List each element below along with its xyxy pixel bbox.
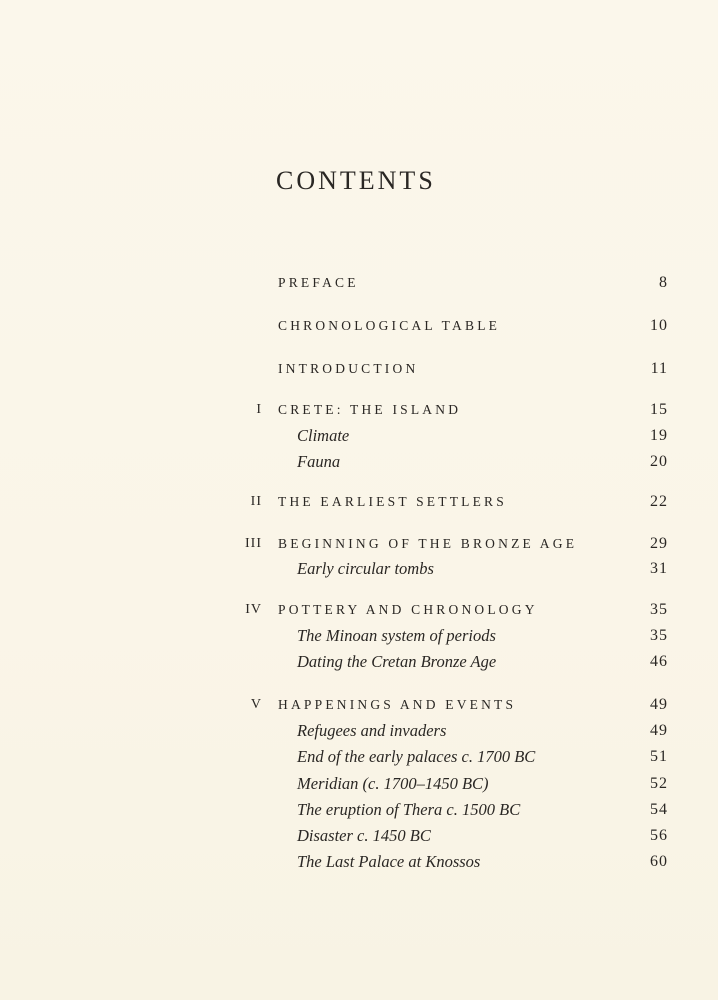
toc-subheading: Disaster c. 1450 BC xyxy=(297,826,431,845)
toc-subentry xyxy=(0,557,718,581)
toc-entry-chapter-4 xyxy=(0,598,718,622)
toc-subentry xyxy=(0,450,718,474)
toc-entry-chapter-5 xyxy=(0,693,718,717)
page-number: 52 xyxy=(650,775,668,792)
toc-subheading: End of the early palaces c. 1700 BC xyxy=(297,747,536,766)
page-number: 60 xyxy=(650,853,668,870)
page-number: 46 xyxy=(650,653,668,670)
toc-subheading: Meridian (c. 1700–1450 BC) xyxy=(297,774,489,793)
page-number: 20 xyxy=(650,453,668,470)
chapter-numeral: IV xyxy=(245,602,262,617)
toc-subheading: Refugees and invaders xyxy=(297,721,447,740)
page-number: 8 xyxy=(659,274,668,291)
toc-subentry xyxy=(0,772,718,796)
chapter-numeral: V xyxy=(250,697,262,712)
toc-entry-introduction xyxy=(0,357,718,381)
page-number: 35 xyxy=(650,627,668,644)
page-number: 35 xyxy=(650,601,668,618)
toc-entry-chapter-3 xyxy=(0,532,718,556)
toc-subentry xyxy=(0,824,718,848)
toc-subentry xyxy=(0,624,718,648)
page-number: 56 xyxy=(650,827,668,844)
page-number: 19 xyxy=(650,427,668,444)
chapter-numeral: II xyxy=(250,494,262,509)
toc-subentry xyxy=(0,745,718,769)
toc-subheading: Fauna xyxy=(297,452,341,471)
page-number: 11 xyxy=(650,360,668,377)
toc-heading: CHRONOLOGICAL TABLE xyxy=(278,318,501,333)
toc-heading: HAPPENINGS AND EVENTS xyxy=(278,697,517,712)
page-number: 29 xyxy=(650,535,668,552)
toc-heading: BEGINNING OF THE BRONZE AGE xyxy=(278,536,578,551)
toc-subheading: The eruption of Thera c. 1500 BC xyxy=(297,800,521,819)
toc-subheading: Climate xyxy=(297,426,350,445)
page-number: 54 xyxy=(650,801,668,818)
toc-heading: CRETE: THE ISLAND xyxy=(278,402,462,417)
toc-subheading: The Last Palace at Knossos xyxy=(297,852,481,871)
toc-entry-chronological-table xyxy=(0,314,718,338)
toc-entry-chapter-1 xyxy=(0,398,718,422)
toc-subentry xyxy=(0,850,718,874)
toc-subheading: Dating the Cretan Bronze Age xyxy=(297,652,497,671)
page-number: 10 xyxy=(650,317,668,334)
toc-subentry xyxy=(0,424,718,448)
toc-subentry xyxy=(0,719,718,743)
page-number: 15 xyxy=(650,401,668,418)
toc-entry-preface xyxy=(0,271,718,295)
page-title: CONTENTS xyxy=(276,166,436,195)
page-number: 22 xyxy=(650,493,668,510)
toc-subheading: Early circular tombs xyxy=(297,559,434,578)
page-number: 49 xyxy=(650,696,668,713)
chapter-numeral: III xyxy=(245,536,262,551)
toc-heading: PREFACE xyxy=(278,275,359,290)
toc-subentry xyxy=(0,798,718,822)
toc-heading: THE EARLIEST SETTLERS xyxy=(278,494,507,509)
chapter-numeral: I xyxy=(256,402,262,417)
toc-subheading: The Minoan system of periods xyxy=(297,626,496,645)
toc-entry-chapter-2 xyxy=(0,490,718,514)
page-number: 31 xyxy=(650,560,668,577)
toc-heading: INTRODUCTION xyxy=(278,361,419,376)
page-number: 49 xyxy=(650,722,668,739)
page-number: 51 xyxy=(650,748,668,765)
toc-heading: POTTERY AND CHRONOLOGY xyxy=(278,602,538,617)
toc-subentry xyxy=(0,650,718,674)
